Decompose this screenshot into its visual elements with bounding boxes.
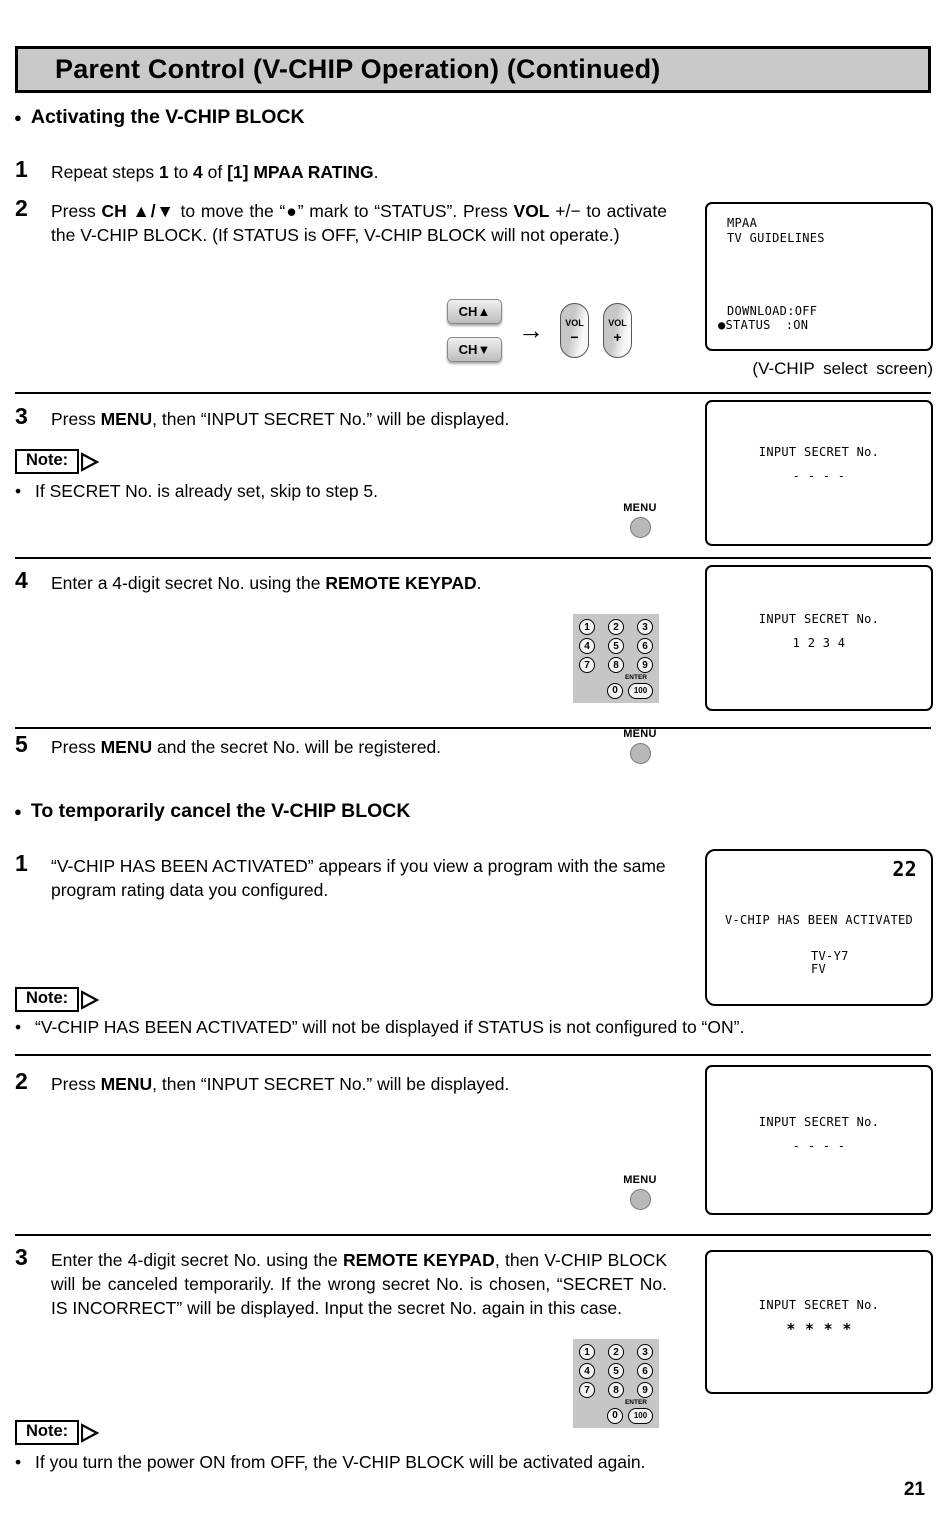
text-segment-bold: MENU xyxy=(100,409,153,429)
note-label: Note: xyxy=(15,449,79,474)
note-bullet-icon: • xyxy=(15,1017,22,1037)
osd-line: ●STATUS :ON xyxy=(718,318,809,332)
key-6: 6 xyxy=(637,638,653,654)
keypad-row xyxy=(579,1363,653,1379)
vol-label: VOL xyxy=(608,317,627,328)
text-segment: Repeat steps xyxy=(51,162,159,182)
osd-line: MPAA xyxy=(727,216,758,230)
tv-screen-vchip-select xyxy=(705,202,933,351)
step-text xyxy=(51,407,667,431)
text-segment: Press xyxy=(51,1074,101,1094)
osd-line: TV GUIDELINES xyxy=(727,231,825,245)
step-text xyxy=(51,160,667,184)
divider xyxy=(15,1234,931,1236)
key-8: 8 xyxy=(608,1382,624,1398)
key-1: 1 xyxy=(579,619,595,635)
page-number: 21 xyxy=(903,1479,925,1500)
note-label: Note: xyxy=(15,1420,79,1445)
enter-label: ENTER xyxy=(624,1399,647,1406)
step-number: 1 xyxy=(15,850,28,876)
step-text: “V-CHIP HAS BEEN ACTIVATED” appears if you view a program with the same program rating data you configured. xyxy=(51,856,666,901)
keypad-row xyxy=(579,657,653,673)
remote-keypad xyxy=(573,1339,659,1428)
osd-line: 1 2 3 4 xyxy=(792,636,846,650)
menu-button-label: MENU xyxy=(623,728,657,740)
keypad-row xyxy=(579,638,653,654)
text-segment: Press xyxy=(51,409,101,429)
step-cancel-2 xyxy=(15,1068,667,1096)
tv-screen-input-secret-stars xyxy=(705,1250,933,1394)
note-text-body: If you turn the power ON from OFF, the V-CHIP BLOCK will be activated again. xyxy=(35,1452,646,1472)
step-cancel-1 xyxy=(15,850,691,902)
note-arrow-icon xyxy=(81,989,101,1011)
keypad-row xyxy=(579,1382,653,1398)
tv-screen-vchip-activated xyxy=(705,849,933,1006)
osd-line: V-CHIP HAS BEEN ACTIVATED xyxy=(724,913,914,927)
text-segment: Enter the 4-digit secret No. using the xyxy=(51,1250,343,1270)
section-heading-cancel xyxy=(14,800,410,823)
osd-line: INPUT SECRET No. xyxy=(758,445,880,459)
osd-line: DOWNLOAD:OFF xyxy=(727,304,818,318)
key-4: 4 xyxy=(579,638,595,654)
key-100: 100 xyxy=(628,683,653,699)
osd-line: - - - - xyxy=(792,1139,846,1153)
note-arrow-icon xyxy=(81,1422,101,1444)
note-label-box xyxy=(15,449,101,474)
keypad-row xyxy=(579,1408,653,1424)
key-9: 9 xyxy=(637,657,653,673)
menu-button-circle xyxy=(630,743,651,764)
text-segment-bold: VOL xyxy=(513,201,550,221)
key-0: 0 xyxy=(607,683,623,699)
key-2: 2 xyxy=(608,619,624,635)
note-bullet-icon: • xyxy=(15,481,22,501)
text-segment: . xyxy=(476,573,482,593)
key-3: 3 xyxy=(637,1344,653,1360)
text-segment-bold: MENU xyxy=(100,1074,153,1094)
section-bullet-icon: ● xyxy=(14,804,22,819)
menu-button-label: MENU xyxy=(623,502,657,514)
divider xyxy=(15,727,931,729)
vol-label: VOL xyxy=(565,317,584,328)
step-text xyxy=(51,571,667,595)
osd-line: INPUT SECRET No. xyxy=(758,612,880,626)
osd-line: - - - - xyxy=(792,469,846,483)
text-segment: . xyxy=(373,162,379,182)
ch-down-button: CH▼ xyxy=(447,337,502,362)
divider xyxy=(15,392,931,394)
note-text xyxy=(15,481,378,502)
channel-volume-buttons xyxy=(447,299,632,362)
text-segment: +/− to activate the V-CHIP BLOCK. (If STATUS is OFF, V-CHIP BLOCK will not operate.) xyxy=(51,201,667,246)
enter-label: ENTER xyxy=(624,674,647,681)
vol-minus-button xyxy=(560,303,589,358)
step-text xyxy=(51,1248,667,1320)
note-text-body: “V-CHIP HAS BEEN ACTIVATED” will not be displayed if STATUS is not configured to “ON”. xyxy=(35,1017,745,1037)
text-segment: Enter a 4-digit secret No. using the xyxy=(51,573,326,593)
note-arrow-icon xyxy=(81,451,101,473)
key-8: 8 xyxy=(608,657,624,673)
divider xyxy=(15,557,931,559)
step-activate-2 xyxy=(15,195,667,247)
step-activate-5 xyxy=(15,731,667,759)
step-text xyxy=(51,199,667,247)
menu-button-circle xyxy=(630,1189,651,1210)
tv-screen-input-secret-blank-2 xyxy=(705,1065,933,1215)
key-7: 7 xyxy=(579,657,595,673)
key-7: 7 xyxy=(579,1382,595,1398)
key-5: 5 xyxy=(608,1363,624,1379)
menu-button xyxy=(617,1174,663,1210)
step-number: 5 xyxy=(15,731,28,757)
note-label-box xyxy=(15,1420,101,1445)
step-number: 1 xyxy=(15,156,28,182)
text-segment: , then “INPUT SECRET No.” will be displayed. xyxy=(152,409,510,429)
key-2: 2 xyxy=(608,1344,624,1360)
screen-caption: (V-CHIP select screen) xyxy=(752,359,933,378)
step-cancel-3 xyxy=(15,1244,668,1320)
step-number: 3 xyxy=(15,1244,28,1270)
tv-screen-input-secret-blank xyxy=(705,400,933,546)
vol-plus-button xyxy=(603,303,632,358)
step-activate-4 xyxy=(15,567,667,595)
text-segment: Press xyxy=(51,201,102,221)
step-text xyxy=(51,1072,667,1096)
note-label-box xyxy=(15,987,101,1012)
text-segment: to xyxy=(168,162,194,182)
step-text xyxy=(51,735,667,759)
menu-button-circle xyxy=(630,517,651,538)
text-segment: and the secret No. will be registered. xyxy=(152,737,442,757)
text-segment-bold: 1 xyxy=(158,162,169,182)
channel-buttons xyxy=(447,299,502,362)
text-segment: , then V-CHIP BLOCK will be canceled temporarily. If the wrong secret No. is chosen, “SECRET No. IS INCORRECT” will be displayed. Input the secret No. again in this case. xyxy=(51,1250,668,1319)
key-4: 4 xyxy=(579,1363,595,1379)
page-title-box xyxy=(15,46,931,93)
keypad-row xyxy=(579,683,653,699)
osd-line: INPUT SECRET No. xyxy=(758,1115,880,1129)
menu-button xyxy=(617,502,663,538)
key-5: 5 xyxy=(608,638,624,654)
remote-keypad xyxy=(573,614,659,703)
step-number: 4 xyxy=(15,567,28,593)
text-segment-bold: [1] MPAA RATING xyxy=(227,162,374,182)
plus-sign: + xyxy=(613,328,622,345)
text-segment: , then “INPUT SECRET No.” will be displayed. xyxy=(152,1074,510,1094)
osd-line: * * * * xyxy=(786,1320,852,1338)
section-bullet-icon: ● xyxy=(14,110,22,125)
step-activate-1 xyxy=(15,156,667,184)
osd-line: TV-Y7 xyxy=(811,949,849,963)
note-text xyxy=(15,1017,744,1038)
minus-sign: − xyxy=(570,328,579,345)
osd-line: INPUT SECRET No. xyxy=(758,1298,880,1312)
ch-up-button: CH▲ xyxy=(447,299,502,324)
note-label: Note: xyxy=(15,987,79,1012)
key-3: 3 xyxy=(637,619,653,635)
section-heading-text: Activating the V-CHIP BLOCK xyxy=(30,106,305,128)
key-100: 100 xyxy=(628,1408,653,1424)
keypad-row xyxy=(579,619,653,635)
page-title: Parent Control (V-CHIP Operation) (Continued) xyxy=(55,54,661,84)
step-activate-3 xyxy=(15,403,667,431)
arrow-right-icon: → xyxy=(518,315,544,345)
section-heading-text: To temporarily cancel the V-CHIP BLOCK xyxy=(30,800,411,822)
key-9: 9 xyxy=(637,1382,653,1398)
note-text xyxy=(15,1452,646,1473)
key-0: 0 xyxy=(607,1408,623,1424)
text-segment: of xyxy=(202,162,228,182)
text-segment-bold: 4 xyxy=(193,162,203,182)
text-segment-bold: REMOTE KEYPAD xyxy=(325,573,477,593)
keypad-row xyxy=(579,1344,653,1360)
divider xyxy=(15,1054,931,1056)
text-segment-bold: CH ▲/▼ xyxy=(101,201,175,221)
section-heading-activating xyxy=(14,106,305,129)
step-number: 3 xyxy=(15,403,28,429)
text-segment: Press xyxy=(51,737,101,757)
key-1: 1 xyxy=(579,1344,595,1360)
osd-channel-number: 22 xyxy=(892,857,917,881)
note-bullet-icon: • xyxy=(15,1452,22,1472)
osd-line: FV xyxy=(811,962,827,976)
step-number: 2 xyxy=(15,195,28,221)
menu-button-label: MENU xyxy=(623,1174,657,1186)
text-segment-bold: MENU xyxy=(100,737,153,757)
text-segment: to move the “●” mark to “STATUS”. Press xyxy=(174,201,514,221)
menu-button xyxy=(617,728,663,764)
note-text-body: If SECRET No. is already set, skip to step 5. xyxy=(35,481,379,501)
step-number: 2 xyxy=(15,1068,28,1094)
text-segment-bold: REMOTE KEYPAD xyxy=(343,1250,495,1270)
key-6: 6 xyxy=(637,1363,653,1379)
tv-screen-input-secret-entered xyxy=(705,565,933,711)
